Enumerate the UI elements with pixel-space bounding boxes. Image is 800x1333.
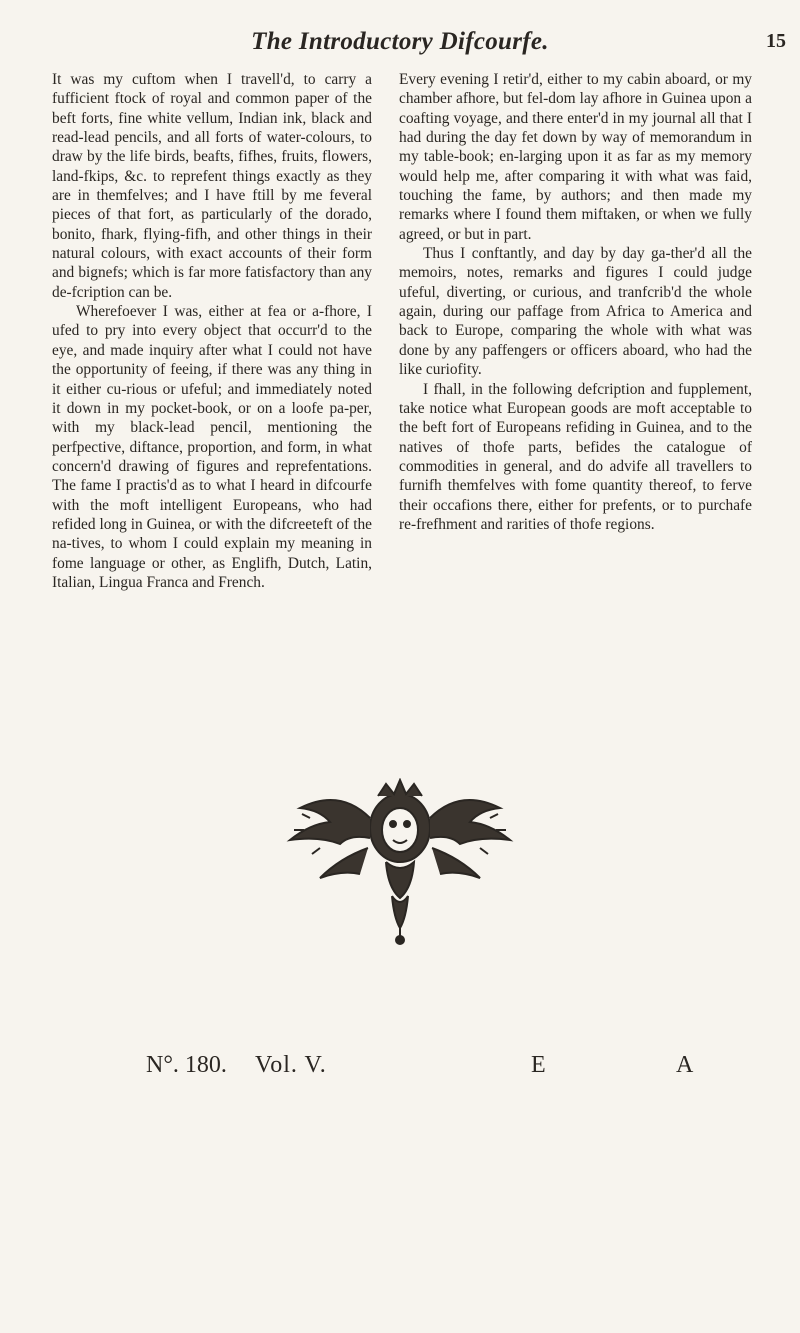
right-column (399, 70, 752, 534)
tailpiece-ornament-icon (280, 778, 520, 946)
signature-mark-secondary: A (676, 1052, 694, 1078)
running-title: The Introductory Difcourfe. (251, 28, 549, 55)
paragraph: It was my cuftom when I travell'd, to carry a fufficient ftock of royal and common paper of the beft forts, fine white vellum, Indian ink, black and read-lead pencils, and all forts of water-colours, to draw by the life birds, beafts, fifhes, fruits, flowers, land-fkips, &c. to reprefent things exactly as they are in themfelves; and I have ftill by me feveral pieces of that fort, as particularly of the dorado, bonito, fhark, flying-fifh, and other things in their natural colours, with exact accounts of their form and bignefs; which is far more fatisfactory than any de-fcription can be. (52, 71, 372, 301)
paragraph: Wherefoever I was, either at fea or a-fhore, I ufed to pry into every object that occurr'd to the eye, and made inquiry after what I could not have the opportunity of feeing, if there was any thing in it either cu-rious or ufeful; and immediately noted it down in my pocket-book, or on a loofe pa-per, with my black-lead pencil, mentioning the perfpective, diftance, proportion, and form, in what concern'd drawing of figures and reprefentations. The fame I practis'd as to what I heard in difcourfe with the moft intelligent Europeans, who had refided long in Guinea, or with the difcreeteft of the na-tives, to whom I could explain my meaning in fome language or other, as Englifh, Dutch, Latin, Italian, Lingua Franca and French. (52, 303, 372, 591)
issue-number: N°. 180. (146, 1052, 227, 1078)
left-column (52, 70, 372, 592)
paragraph: Thus I conftantly, and day by day ga-ther'd all the memoirs, notes, remarks and figures I could judge ufeful, diverting, or curious, and tranfcrib'd the whole again, during our paffage from Africa to America and back to Europe, comparing the whole with what was done by any paffengers or officers aboard, who had the like curiofity. (399, 245, 752, 379)
signature-mark: E (531, 1052, 546, 1078)
paragraph: I fhall, in the following defcription and fupplement, take notice what European goods are moft acceptable to the beft fort of Europeans refiding in Guinea, and to the natives of thofe parts, befides the catalogue of commodities in general, and do advife all travellers to furnifh themfelves with fome quantity thereof, to ferve their occafions there, either for prefents, or to purchafe re-frefhment and rarities of thofe regions. (399, 380, 752, 533)
page-footer (0, 1052, 800, 1092)
volume-label: Vol. V. (255, 1052, 327, 1078)
page-number: 15 (766, 30, 786, 52)
page-header (0, 28, 800, 68)
paragraph: Every evening I retir'd, either to my cabin aboard, or my chamber afhore, but fel-dom lay afhore in Guinea upon a coafting voyage, and there enter'd in my journal all that I had during the day fet down by way of memorandum in my table-book; en-larging upon it as far as my memory would help me, after comparing it with what was faid, touching the fame, by authors; and then made my remarks where I found them miftaken, or when we fully agreed, or but in part. (399, 71, 752, 243)
